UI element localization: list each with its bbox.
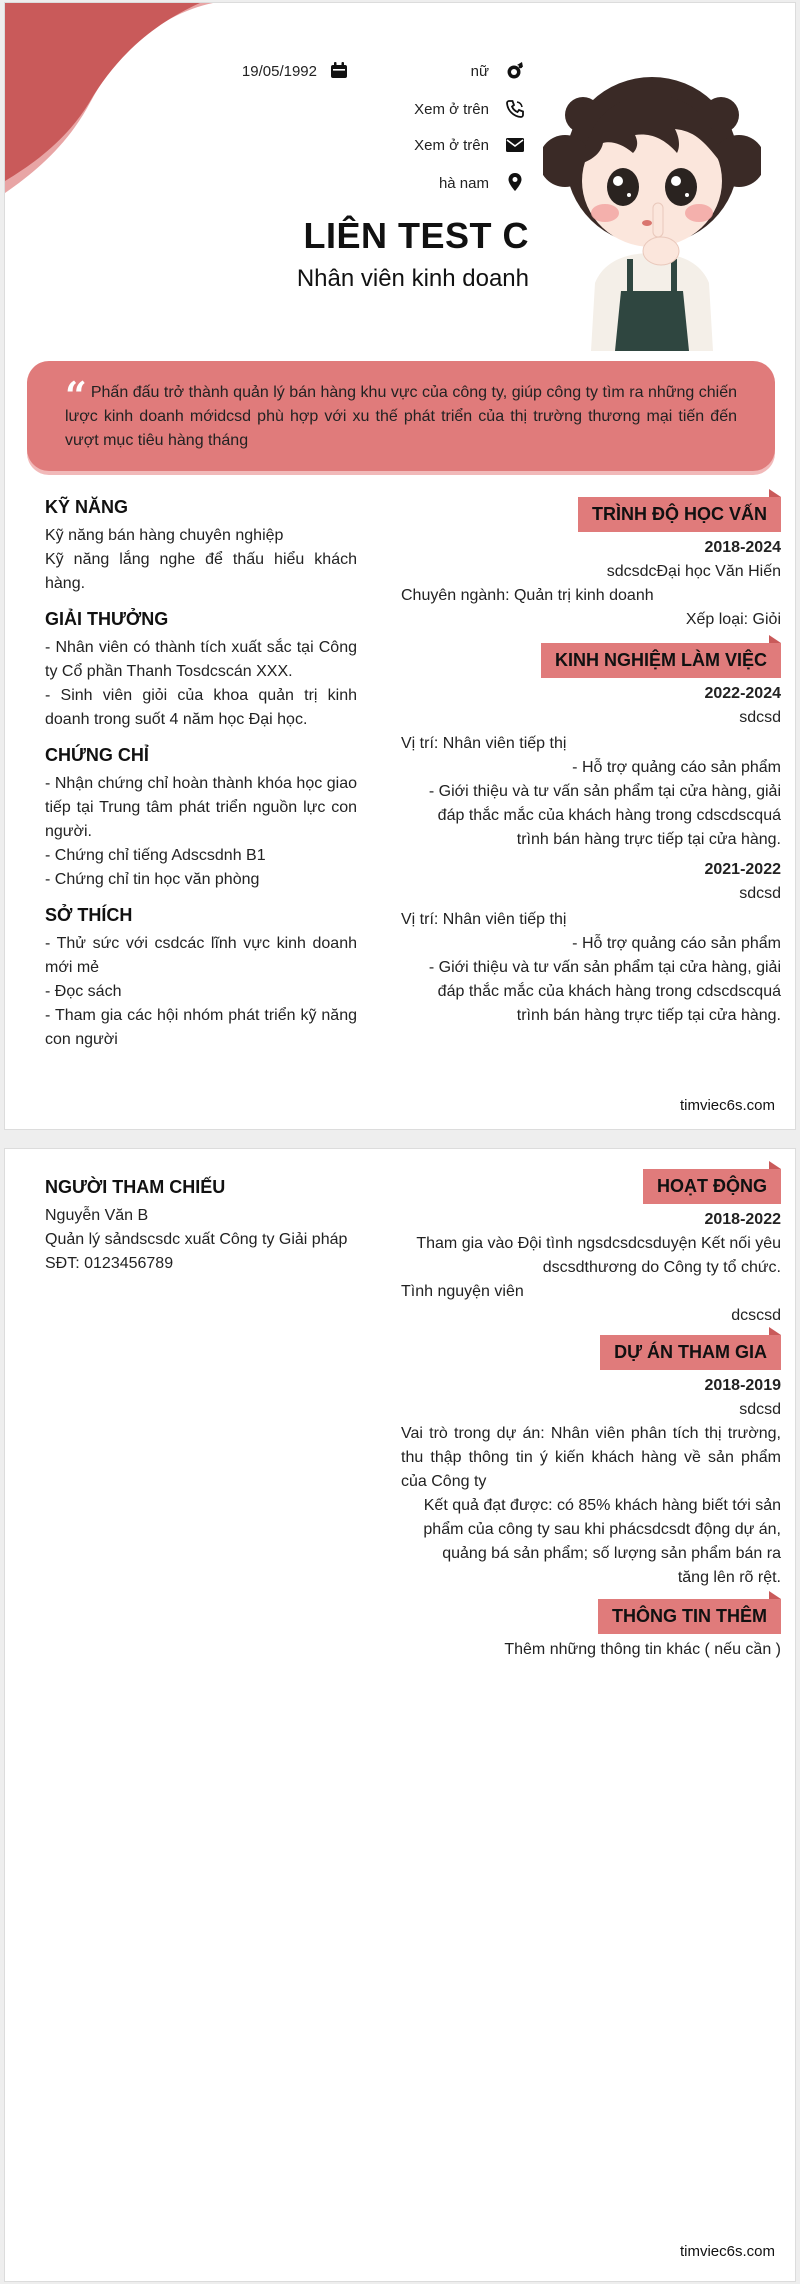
award-item: - Nhân viên có thành tích xuất sắc tại Công ty Cổ phần Thanh Tosdcscán XXX. [45, 639, 357, 680]
projects-heading: DỰ ÁN THAM GIA [600, 1335, 781, 1370]
education-school: sdcsdcĐại học Văn Hiến [606, 563, 781, 580]
projects-period: 2018-2019 [704, 1377, 781, 1394]
projects-section [401, 1335, 781, 1590]
corner-decoration [5, 3, 225, 203]
email-row [385, 137, 489, 157]
education-grade: Xếp loại: Giỏi [685, 611, 781, 628]
footer-site: timviec6s.com [679, 2243, 775, 2260]
dob-row [205, 63, 317, 83]
projects-role: Vai trò trong dự án: Nhân viên phân tích thị trường, thu thập thông tin ý kiến khách hàng về sản phẩm của Công ty [401, 1425, 781, 1490]
education-period: 2018-2024 [704, 539, 781, 556]
certificate-item: - Chứng chỉ tiếng Adscsdnh B1 [45, 847, 266, 864]
gender-icon [505, 61, 525, 81]
certificates-heading: CHỨNG CHỈ [45, 745, 149, 765]
experience-section [401, 643, 781, 1028]
experience-position: Vị trí: Nhân viên tiếp thị [401, 735, 567, 752]
experience-duty: - Giới thiệu và tư vấn sản phẩm tại cửa hàng, giải đáp thắc mắc của khách hàng trong cdscdscquá trình bán hàng trực tiếp tại cửa hàng. [428, 959, 781, 1024]
hobbies-section [45, 905, 357, 1052]
references-heading: NGƯỜI THAM CHIẾU [45, 1177, 226, 1197]
location-pin-icon [505, 172, 525, 192]
cv-page-2 [4, 1148, 796, 2282]
avatar [543, 53, 761, 351]
certificate-item: - Nhận chứng chỉ hoàn thành khóa học giao tiếp tại Trung tâm phát triển nguồn lực con người. [45, 775, 357, 840]
activities-heading: HOẠT ĐỘNG [643, 1169, 781, 1204]
awards-heading: GIẢI THƯỞNG [45, 609, 169, 629]
references-section [45, 1177, 357, 1276]
experience-period: 2021-2022 [704, 861, 781, 878]
hobby-item: - Đọc sách [45, 983, 122, 1000]
gender-row [385, 63, 489, 83]
activities-detail: dcscsd [731, 1307, 781, 1324]
address-text: hà nam [438, 175, 489, 192]
activities-role: Tình nguyện viên [401, 1283, 524, 1300]
skills-heading: KỸ NĂNG [45, 497, 129, 517]
activities-description: Tham gia vào Đội tình ngsdcsdcsduyện Kết nối yêu dscsdthương do Công ty tổ chức. [416, 1235, 781, 1276]
certificate-item: - Chứng chỉ tin học văn phòng [45, 871, 260, 888]
phone-row [385, 101, 489, 121]
dob-text: 19/05/1992 [241, 63, 317, 80]
skill-item: Kỹ năng bán hàng chuyên nghiệp [45, 527, 284, 544]
address-row [385, 175, 489, 195]
envelope-icon [505, 135, 525, 155]
experience-duty: - Hỗ trợ quảng cáo sản phẩm [572, 759, 781, 776]
career-objective [27, 361, 775, 471]
education-major: Chuyên ngành: Quản trị kinh doanh [401, 587, 654, 604]
job-title: Nhân viên kinh doanh [296, 265, 529, 292]
awards-section [45, 609, 357, 732]
gender-text: nữ [470, 63, 489, 80]
cv-page-1 [4, 2, 796, 1130]
more-info-heading: THÔNG TIN THÊM [598, 1599, 781, 1634]
activities-period: 2018-2022 [704, 1211, 781, 1228]
experience-duty: - Giới thiệu và tư vấn sản phẩm tại cửa hàng, giải đáp thắc mắc của khách hàng trong cdscdscquá trình bán hàng trực tiếp tại cửa hàng. [428, 783, 781, 848]
education-heading: TRÌNH ĐỘ HỌC VẤN [578, 497, 781, 532]
email-text: Xem ở trên [414, 137, 489, 154]
experience-period: 2022-2024 [704, 685, 781, 702]
footer-site: timviec6s.com [679, 1097, 775, 1114]
experience-position: Vị trí: Nhân viên tiếp thị [401, 911, 567, 928]
hobby-item: - Tham gia các hội nhóm phát triển kỹ năng con người [45, 1007, 357, 1048]
more-info-text: Thêm những thông tin khác ( nếu cần ) [504, 1641, 781, 1658]
more-info-section [401, 1599, 781, 1662]
phone-text: Xem ở trên [414, 101, 489, 118]
reference-role: Quản lý sảndscsdc xuất Công ty Giải pháp [45, 1231, 348, 1248]
experience-company: sdcsd [739, 885, 781, 902]
activities-section [401, 1169, 781, 1328]
hobby-item: - Thử sức với csdcác lĩnh vực kinh doanh mới mẻ [45, 935, 357, 976]
reference-name: Nguyễn Văn B [45, 1207, 149, 1224]
phone-icon [505, 99, 525, 119]
certificates-section [45, 745, 357, 892]
projects-name: sdcsd [739, 1401, 781, 1418]
experience-company: sdcsd [739, 709, 781, 726]
experience-entry [401, 682, 781, 852]
reference-phone: SĐT: 0123456789 [45, 1255, 174, 1272]
skills-section [45, 497, 357, 596]
experience-entry [401, 858, 781, 1028]
projects-result: Kết quả đạt được: có 85% khách hàng biết tới sản phẩm của công ty sau khi phácsdcsdt động dự án, quảng bá sản phẩm; số lượng sản phẩm bán ra tăng lên rõ rệt. [423, 1497, 781, 1586]
hobbies-heading: SỞ THÍCH [45, 905, 133, 925]
objective-text: Phấn đấu trở thành quản lý bán hàng khu vực của công ty, giúp công ty tìm ra những chiến lược kinh doanh mớidcsd phù hợp với xu thế phát triển của thị trường thương mại tiến đến vượt mục tiêu hàng tháng [65, 384, 737, 449]
candidate-name: LIÊN TEST C [303, 215, 529, 256]
calendar-icon [329, 61, 349, 81]
experience-duty: - Hỗ trợ quảng cáo sản phẩm [572, 935, 781, 952]
quote-icon: “ [65, 373, 87, 418]
experience-heading: KINH NGHIỆM LÀM VIỆC [541, 643, 781, 678]
education-section [401, 497, 781, 632]
award-item: - Sinh viên giỏi của khoa quản trị kinh doanh trong suốt 4 năm học Đại học. [45, 687, 357, 728]
skill-item: Kỹ năng lắng nghe để thấu hiểu khách hàng. [45, 551, 357, 592]
